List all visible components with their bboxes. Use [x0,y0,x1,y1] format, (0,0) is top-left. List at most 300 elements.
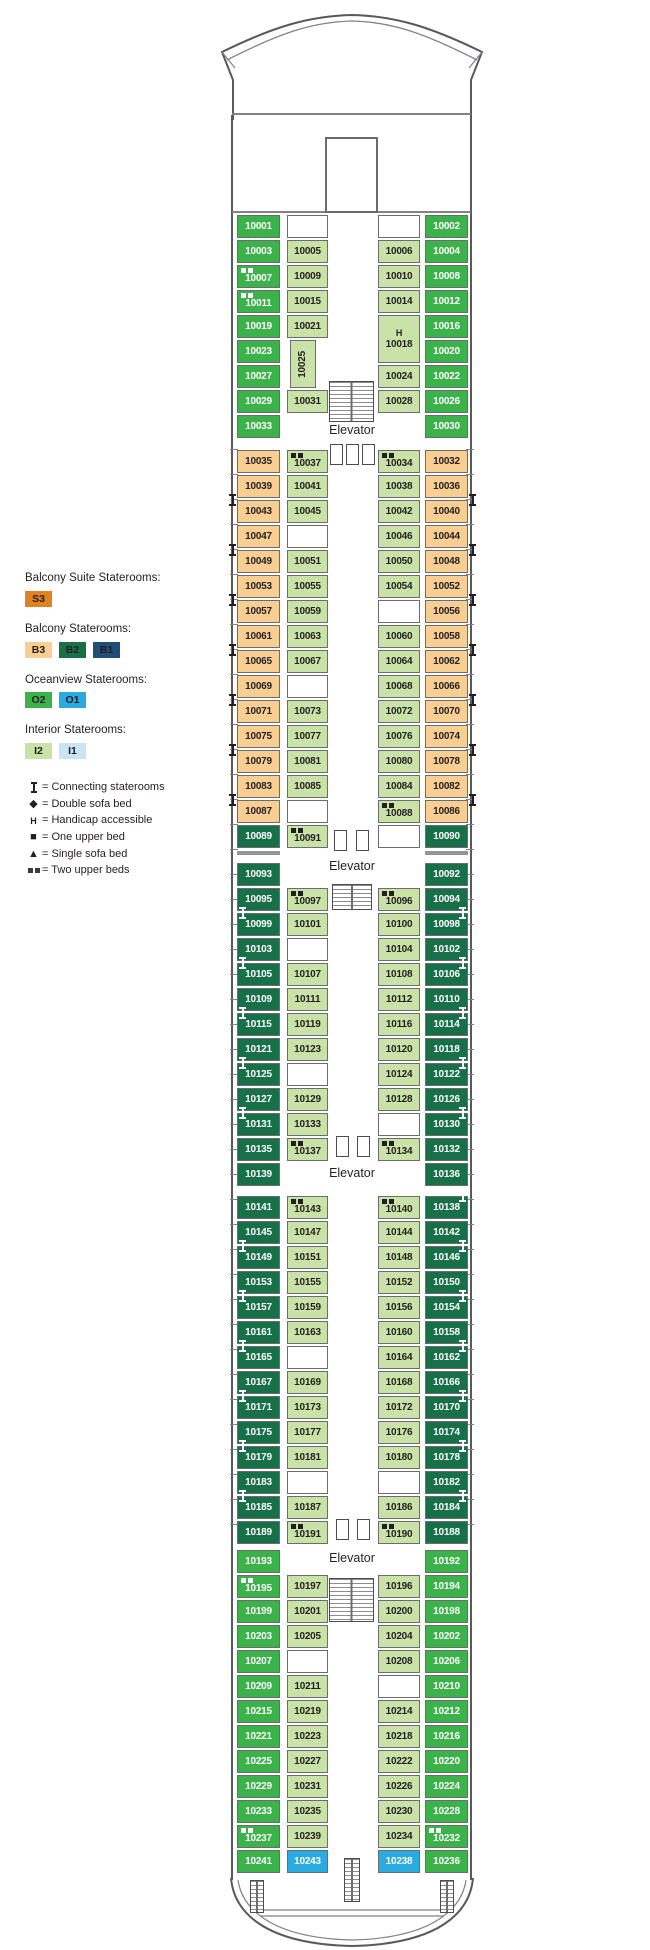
connecting-staterooms-icon [459,1007,466,1019]
legend-swatch-b3: B3 [25,642,52,658]
cabin-10085 [287,775,328,798]
cabin-10026 [425,390,468,413]
cabin-10154 [425,1296,468,1319]
cabin-number: 10219 [294,1705,321,1717]
cabin-number: 10072 [385,705,413,717]
cabin-number: 10059 [294,605,321,617]
cabin-number: 10120 [385,1043,413,1055]
cabin-number: 10042 [385,505,413,517]
cabin-number: 10195 [245,1583,272,1594]
cabin-number: 10166 [433,1376,460,1388]
two-upper-beds-icon [291,828,303,833]
cabin-number: 10185 [245,1501,272,1513]
cabin-number: 10103 [245,943,272,955]
cabin-10218 [378,1725,420,1748]
connecting-staterooms-icon [469,744,476,756]
connecting-staterooms-icon [459,1390,466,1402]
cabin-10040 [425,500,468,523]
cabin-10160 [378,1321,420,1344]
cabin-number: 10187 [294,1501,321,1513]
cabin-10065 [237,650,280,673]
cabin-10228 [425,1800,468,1823]
cabin-10089 [237,825,280,848]
cabin-10030 [425,415,468,438]
cabin-number: 10136 [433,1168,460,1180]
cabin-number: 10124 [385,1068,413,1080]
cabin-10073 [287,700,328,723]
cabin-10057 [237,600,280,623]
two-upper-beds-icon [382,803,394,808]
cabin-10005 [287,240,328,263]
cabin-number: 10230 [385,1805,413,1817]
cabin-10131 [237,1113,280,1136]
cabin-10003 [237,240,280,263]
cabin-number: 10222 [385,1755,413,1767]
cabin-number: 10055 [294,580,321,592]
cabin-number: 10182 [433,1476,460,1488]
legend-symbol-text: = Connecting staterooms [42,781,165,794]
cabin-10072 [378,700,420,723]
cabin-number: 10151 [294,1251,321,1263]
cabin-10034 [378,450,420,473]
cabin-number: 10047 [245,530,272,542]
cabin-10194 [425,1575,468,1598]
cabin-number: 10214 [385,1705,413,1717]
cabin-10243 [287,1850,328,1873]
cabin-10099 [237,913,280,936]
empty-room [378,1675,420,1698]
cabin-number: 10112 [385,993,413,1005]
two-upper-beds-icon [291,453,303,458]
cabin-number: 10221 [245,1730,272,1742]
cabin-number: 10178 [433,1451,460,1463]
cabin-10028 [378,390,420,413]
cabin-number: 10180 [385,1451,413,1463]
cabin-number: 10197 [294,1580,321,1592]
cabin-10186 [378,1496,420,1519]
cabin-10090 [425,825,468,848]
empty-room [378,1471,420,1494]
cabin-number: 10168 [385,1376,413,1388]
cabin-number: 10227 [294,1755,321,1767]
cabin-number: 10057 [245,605,272,617]
cabin-number: 10191 [294,1529,321,1540]
cabin-number: 10145 [245,1226,272,1238]
cabin-number: 10061 [245,630,272,642]
cabin-10173 [287,1396,328,1419]
cabin-10162 [425,1346,468,1369]
cabin-10119 [287,1013,328,1036]
cabin-10216 [425,1725,468,1748]
cabin-number: 10105 [245,968,272,980]
cabin-number: 10002 [433,220,460,232]
cabin-10106 [425,963,468,986]
two-upper-beds-icon [291,1141,303,1146]
cabin-10074 [425,725,468,748]
cabin-number: 10237 [245,1833,272,1844]
cabin-number: 10165 [245,1351,272,1363]
two-upper-beds-icon [382,891,394,896]
cabin-10105 [237,963,280,986]
cabin-10149 [237,1246,280,1269]
double-sofa-icon: ◆ [29,797,38,810]
cabin-number: 10027 [245,370,272,382]
cabin-10208 [378,1650,420,1673]
cabin-number: 10099 [245,918,272,930]
legend-symbols [25,781,200,877]
cabin-10221 [237,1725,280,1748]
cabin-number: 10093 [245,868,272,880]
ship-bow [185,6,485,126]
cabin-10209 [237,1675,280,1698]
cabin-10124 [378,1063,420,1086]
cabin-number: 10123 [294,1043,321,1055]
cabin-10051 [287,550,328,573]
empty-room [287,1471,328,1494]
cabin-number: 10210 [433,1680,460,1692]
cabin-10112 [378,988,420,1011]
connecting-staterooms-icon [469,794,476,806]
cabin-number: 10075 [245,730,272,742]
cabin-10141 [237,1196,280,1219]
connecting-staterooms-icon [229,744,236,756]
cabin-number: 10049 [245,555,272,567]
cabin-10224 [425,1775,468,1798]
single-sofa-icon: ▲ [28,847,39,860]
two-upper-beds-icon [241,1828,253,1833]
empty-room [287,1063,328,1086]
cabin-10022 [425,365,468,388]
cabin-number: 10125 [245,1068,272,1080]
one-upper-icon: ■ [30,831,37,844]
cabin-number: 10003 [245,245,272,257]
cabin-number: 10204 [385,1630,413,1642]
cabin-10193 [237,1550,280,1573]
cabin-10008 [425,265,468,288]
cabin-number: 10014 [385,295,413,307]
cabin-number: 10029 [245,395,272,407]
elevator-shaft [357,1519,370,1540]
cabin-number: 10080 [385,755,413,767]
cabin-10111 [287,988,328,1011]
cabin-number: 10159 [294,1301,321,1313]
cabin-10219 [287,1700,328,1723]
cabin-10164 [378,1346,420,1369]
cabin-number: 10224 [433,1780,460,1792]
cabin-number: 10106 [433,968,460,980]
cabin-10018 [378,315,420,363]
cabin-number: 10009 [294,270,321,282]
legend-symbol-text: = Handicap accessible [42,814,153,827]
elevator-shaft [357,1136,370,1157]
cabin-10202 [425,1625,468,1648]
cabin-10041 [287,475,328,498]
elevator-label: Elevator [329,859,375,873]
cabin-number: 10041 [294,480,321,492]
cabin-10061 [237,625,280,648]
cabin-number: 10076 [385,730,413,742]
cabin-10147 [287,1221,328,1244]
cabin-number: 10052 [433,580,460,592]
cabin-10125 [237,1063,280,1086]
cabin-number: 10209 [245,1680,272,1692]
cabin-10226 [378,1775,420,1798]
empty-room [378,825,420,848]
cabin-10098 [425,913,468,936]
cabin-10215 [237,1700,280,1723]
cabin-number: 10220 [433,1755,460,1767]
cabin-number: 10149 [245,1251,272,1263]
connecting-staterooms-icon [239,1390,246,1402]
cabin-10038 [378,475,420,498]
cabin-number: 10186 [385,1501,413,1513]
cabin-number: 10198 [433,1605,460,1617]
two-upper-beds-icon [382,1199,394,1204]
two-upper-beds-icon [241,268,253,273]
cabin-10033 [237,415,280,438]
elevator-label: Elevator [329,1551,375,1565]
cabin-10199 [237,1600,280,1623]
cabin-number: 10225 [245,1755,272,1767]
cabin-number: 10010 [385,270,413,282]
cabin-10058 [425,625,468,648]
cabin-10157 [237,1296,280,1319]
legend-symbol-text: = Double sofa bed [42,797,132,810]
cabin-10066 [425,675,468,698]
cabin-number: 10068 [385,680,413,692]
connecting-staterooms-icon [239,1240,246,1252]
cabin-number: 10023 [245,345,272,357]
cabin-10080 [378,750,420,773]
cabin-10075 [237,725,280,748]
cabin-10234 [378,1825,420,1848]
cabin-number: 10243 [294,1855,321,1867]
elevator-shaft [346,444,359,465]
cabin-number: 10190 [385,1529,413,1540]
cabin-number: 10110 [433,993,460,1005]
two-upper-beds-icon [291,1199,303,1204]
cabin-number: 10134 [385,1146,413,1157]
cabin-10152 [378,1271,420,1294]
cabin-number: 10223 [294,1730,321,1742]
cabin-10220 [425,1750,468,1773]
empty-room [287,1650,328,1673]
cabin-10096 [378,888,420,911]
cabin-10021 [287,315,328,338]
cabin-number: 10053 [245,580,272,592]
cabin-10042 [378,500,420,523]
cabin-number: 10043 [245,505,272,517]
cabin-number: 10045 [294,505,321,517]
cabin-number: 10066 [433,680,460,692]
cabin-number: 10155 [294,1276,321,1288]
cabin-10114 [425,1013,468,1036]
cabin-number: 10062 [433,655,460,667]
legend-symbol-text: = Single sofa bed [42,847,128,860]
connecting-staterooms-icon [469,694,476,706]
empty-room [378,215,420,238]
legend-group-title: Interior Staterooms: [25,724,126,737]
elevator-label: Elevator [329,423,375,437]
cabin-10078 [425,750,468,773]
cabin-number: 10036 [433,480,460,492]
cabin-number: 10031 [294,395,321,407]
cabin-10079 [237,750,280,773]
cabin-number: 10048 [433,555,460,567]
cabin-number: 10211 [294,1680,321,1692]
cabin-number: 10203 [245,1630,272,1642]
cabin-10137 [287,1138,328,1161]
cabin-number: 10160 [385,1326,413,1338]
cabin-number: 10196 [385,1580,413,1592]
cabin-number: 10101 [294,918,321,930]
cabin-10189 [237,1521,280,1544]
cabin-10133 [287,1113,328,1136]
elevator-shaft [336,1519,349,1540]
connecting-staterooms-icon [459,1290,466,1302]
cabin-10001 [237,215,280,238]
cabin-number: 10115 [245,1018,272,1030]
cabin-10076 [378,725,420,748]
cabin-number: 10153 [245,1276,272,1288]
cabin-10205 [287,1625,328,1648]
two-upper-beds-icon [429,1828,441,1833]
cabin-number: 10133 [294,1118,321,1130]
cabin-number: 10077 [294,730,321,742]
cabin-number: 10171 [245,1401,272,1413]
cabin-number: 10175 [245,1426,272,1438]
cabin-number: 10070 [433,705,460,717]
cabin-10012 [425,290,468,313]
cabin-number: 10169 [294,1376,321,1388]
cabin-number: 10092 [433,868,460,880]
empty-room [287,800,328,823]
cabin-number: 10016 [433,320,460,332]
cabin-10238 [378,1850,420,1873]
cabin-number: 10208 [385,1655,413,1667]
cabin-10116 [378,1013,420,1036]
cabin-10037 [287,450,328,473]
cabin-number: 10079 [245,755,272,767]
cabin-number: 10102 [433,943,460,955]
cabin-10223 [287,1725,328,1748]
cabin-10237 [237,1825,280,1848]
cabin-number: 10206 [433,1655,460,1667]
cabin-number: 10135 [245,1143,272,1155]
cabin-10188 [425,1521,468,1544]
cabin-number: 10050 [385,555,413,567]
cabin-10014 [378,290,420,313]
connecting-staterooms-icon [459,1057,466,1069]
cabin-number: 10232 [433,1833,460,1844]
cabin-number: 10069 [245,680,272,692]
cabin-number: 10078 [433,755,460,767]
connecting-staterooms-icon [239,1490,246,1502]
cabin-10027 [237,365,280,388]
cabin-number: 10167 [245,1376,272,1388]
cabin-number: 10152 [385,1276,413,1288]
cabin-10123 [287,1038,328,1061]
cabin-number: 10084 [385,780,413,792]
cabin-10233 [237,1800,280,1823]
cabin-number: 10176 [385,1426,413,1438]
cabin-10200 [378,1600,420,1623]
cabin-10077 [287,725,328,748]
cabin-10130 [425,1113,468,1136]
cabin-10134 [378,1138,420,1161]
stairs-icon [332,884,372,910]
empty-room [287,1346,328,1369]
cabin-number: 10173 [294,1401,321,1413]
cabin-number: 10108 [385,968,413,980]
cabin-number: 10008 [433,270,460,282]
cabin-number: 10019 [245,320,272,332]
cabin-10232 [425,1825,468,1848]
cabin-number: 10157 [245,1301,272,1313]
cabin-number: 10005 [294,245,321,257]
cabin-number: 10193 [245,1555,272,1567]
cabin-number: 10241 [245,1855,272,1867]
cabin-10055 [287,575,328,598]
cabin-10181 [287,1446,328,1469]
cabin-10197 [287,1575,328,1598]
cabin-10239 [287,1825,328,1848]
cabin-number: 10056 [433,605,460,617]
cabin-number: 10146 [433,1251,460,1263]
legend-symbol-row [25,798,200,811]
cabin-10054 [378,575,420,598]
cabin-10129 [287,1088,328,1111]
cabin-10101 [287,913,328,936]
cabin-10049 [237,550,280,573]
connecting-staterooms-icon [229,544,236,556]
connecting-staterooms-icon [459,907,466,919]
cabin-10025 [290,340,316,388]
cabin-number: 10022 [433,370,460,382]
cabin-10035 [237,450,280,473]
cabin-number: 10038 [385,480,413,492]
cabin-number: 10164 [385,1351,413,1363]
cabin-10210 [425,1675,468,1698]
cabin-number: 10071 [245,705,272,717]
cabin-10143 [287,1196,328,1219]
two-upper-beds-icon [382,1141,394,1146]
cabin-number: 10189 [245,1526,272,1538]
connecting-staterooms-icon [229,494,236,506]
cabin-number: 10143 [294,1204,321,1215]
cabin-number: 10058 [433,630,460,642]
cabin-number: 10116 [385,1018,413,1030]
cabin-10115 [237,1013,280,1036]
cabin-number: 10215 [245,1705,272,1717]
cabin-10050 [378,550,420,573]
cabin-10088 [378,800,420,823]
cabin-10020 [425,340,468,363]
cabin-number: 10035 [245,455,272,467]
cabin-10203 [237,1625,280,1648]
cabin-10184 [425,1496,468,1519]
cabin-number: 10067 [294,655,321,667]
cabin-10172 [378,1396,420,1419]
cabin-number: 10054 [385,580,413,592]
cabin-number: 10205 [294,1630,321,1642]
cabin-10002 [425,215,468,238]
cabin-10097 [287,888,328,911]
cabin-number: 10032 [433,455,460,467]
cabin-number: 10011 [245,298,272,309]
connecting-staterooms-icon [229,594,236,606]
cabin-number: 10065 [245,655,272,667]
